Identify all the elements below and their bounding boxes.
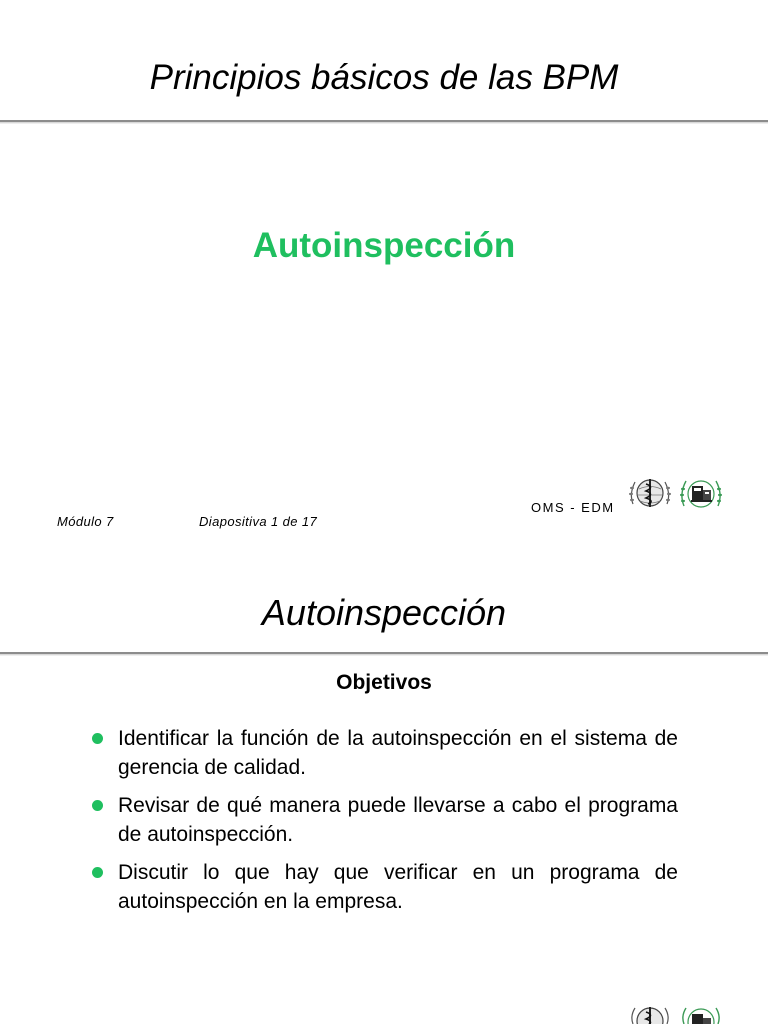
- bullet-dot-icon: [92, 867, 103, 878]
- objectives-list: [90, 724, 678, 925]
- title-rule: [0, 652, 768, 654]
- bullet-text: Discutir lo que hay que verificar en un programa de autoinspección en la empresa.: [118, 861, 678, 913]
- footer-module: Módulo 7: [57, 514, 114, 529]
- objectives-heading: Objetivos: [336, 671, 432, 694]
- list-item: [90, 791, 678, 849]
- slide1-topic: Autoinspección: [252, 226, 516, 265]
- who-emblem-icon: [627, 1002, 673, 1024]
- footer-org: OMS - EDM: [531, 500, 615, 515]
- slide1-title: Principios básicos de las BPM: [149, 58, 619, 97]
- list-item: [90, 724, 678, 782]
- bullet-dot-icon: [92, 800, 103, 811]
- who-emblem-icon: [627, 474, 673, 514]
- bullet-text: Revisar de qué manera puede llevarse a cabo el programa de autoinspección.: [118, 794, 678, 846]
- bullet-text: Identificar la función de la autoinspección en el sistema de gerencia de calidad.: [118, 727, 678, 779]
- un-pharmacy-emblem-icon: [678, 474, 724, 514]
- list-item: [90, 858, 678, 916]
- un-pharmacy-emblem-icon: [678, 1002, 724, 1024]
- slide2-title: Autoinspección: [261, 592, 507, 633]
- footer-slide-counter: Diapositiva 1 de 17: [199, 514, 318, 529]
- title-rule: [0, 120, 768, 122]
- bullet-dot-icon: [92, 733, 103, 744]
